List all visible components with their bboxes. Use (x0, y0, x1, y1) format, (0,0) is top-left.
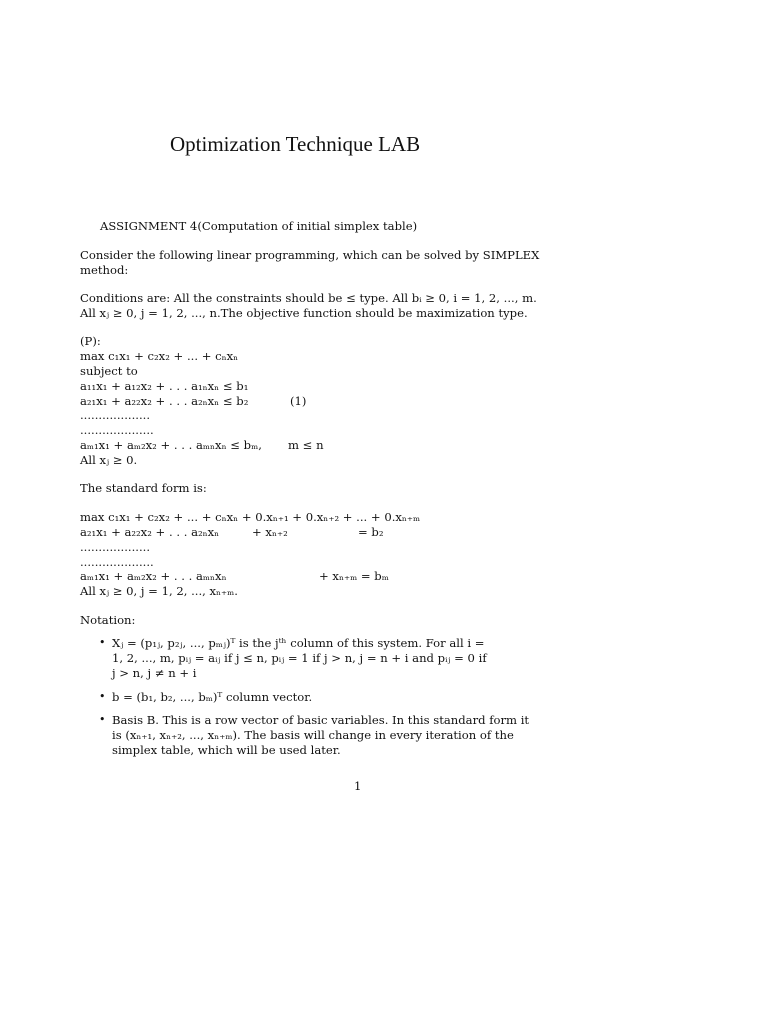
intro-line-2: method: (80, 263, 129, 277)
notation-bullet-3-line-3: simplex table, which will be used later. (112, 743, 341, 757)
notation-bullet-1-line-2: 1, 2, ..., m, pᵢⱼ = aᵢⱼ if j ≤ n, pᵢⱼ = 1 if j > n, j = n + i and pᵢⱼ = 0 if (112, 651, 487, 665)
problem-objective: max c₁x₁ + c₂x₂ + ... + cₙxₙ (80, 349, 239, 363)
standard-form-row-2-rhs: = b₂ (358, 525, 384, 539)
problem-subject-to: subject to (80, 364, 138, 378)
conditions-line-1: Conditions are: All the constraints should be ≤ type. All bᵢ ≥ 0, i = 1, 2, ..., m. (80, 291, 537, 305)
intro-line-1: Consider the following linear programming, which can be solved by SIMPLEX (80, 248, 540, 262)
conditions-line-2: All xⱼ ≥ 0, j = 1, 2, ..., n.The objective function should be maximization type. (80, 306, 528, 320)
notation-heading: Notation: (80, 613, 136, 627)
problem-constraint-2: a₂₁x₁ + a₂₂x₂ + . . . a₂ₙxₙ ≤ b₂ (80, 394, 249, 408)
standard-form-dots-1: ................... (80, 540, 151, 554)
bullet-2: • (99, 690, 106, 703)
notation-bullet-2: b = (b₁, b₂, ..., bₘ)ᵀ column vector. (112, 690, 313, 704)
bullet-3: • (99, 713, 106, 726)
problem-label: (P): (80, 334, 101, 348)
standard-form-row-m-slack: + xₙ₊ₘ = bₘ (319, 569, 389, 583)
standard-form-row-2: a₂₁x₁ + a₂₂x₂ + . . . a₂ₙxₙ (80, 525, 220, 539)
standard-form-dots-2: .................... (80, 555, 154, 569)
standard-form-objective: max c₁x₁ + c₂x₂ + ... + cₙxₙ + 0.xₙ₊₁ + 0.xₙ₊₂ + ... + 0.xₙ₊ₘ (80, 510, 421, 524)
notation-bullet-1-line-3: j > n, j ≠ n + i (112, 666, 197, 680)
standard-form-row-m: aₘ₁x₁ + aₘ₂x₂ + . . . aₘₙxₙ (80, 569, 227, 583)
standard-form-heading: The standard form is: (80, 481, 207, 495)
problem-m-condition: m ≤ n (288, 438, 324, 452)
page-number: 1 (354, 779, 362, 793)
problem-nonnegativity: All xⱼ ≥ 0. (80, 453, 138, 467)
bullet-1: • (99, 636, 106, 649)
problem-dots-2: .................... (80, 423, 154, 437)
equation-number: (1) (290, 394, 307, 408)
problem-constraint-1: a₁₁x₁ + a₁₂x₂ + . . . a₁ₙxₙ ≤ b₁ (80, 379, 249, 393)
problem-dots-1: ................... (80, 408, 151, 422)
page-title: Optimization Technique LAB (170, 132, 421, 156)
notation-bullet-3-line-1: Basis B. This is a row vector of basic variables. In this standard form it (112, 713, 530, 727)
standard-form-row-2-slack: + xₙ₊₂ (252, 525, 288, 539)
notation-bullet-1-line-1: Xⱼ = (p₁ⱼ, p₂ⱼ, ..., pₘⱼ)ᵀ is the jᵗʰ column of this system. For all i = (112, 636, 485, 650)
notation-bullet-3-line-2: is (xₙ₊₁, xₙ₊₂, ..., xₙ₊ₘ). The basis will change in every iteration of the (112, 728, 514, 742)
problem-constraint-m: aₘ₁x₁ + aₘ₂x₂ + . . . aₘₙxₙ ≤ bₘ, (80, 438, 262, 452)
assignment-heading: ASSIGNMENT 4(Computation of initial simplex table) (100, 219, 418, 233)
standard-form-nonnegativity: All xⱼ ≥ 0, j = 1, 2, ..., xₙ₊ₘ. (80, 584, 238, 598)
